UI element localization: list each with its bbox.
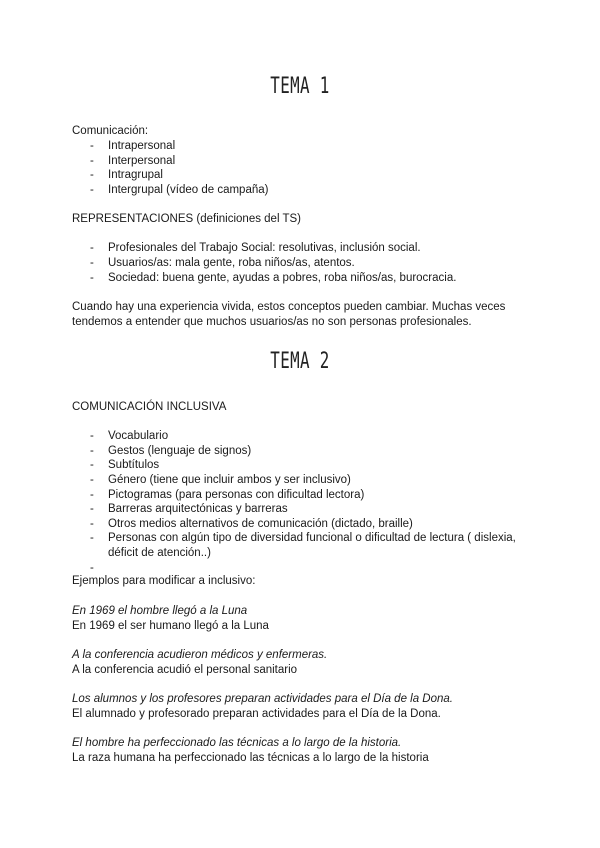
tema2-title: TEMA 2 — [270, 349, 330, 374]
bullet-dash: - — [90, 532, 94, 544]
list-item-text: Profesionales del Trabajo Social: resolutivas, inclusión social. — [108, 242, 421, 254]
bullet-dash: - — [90, 140, 94, 152]
list-item-text: Gestos (lenguaje de signos) — [108, 445, 252, 457]
list-item-text: Pictogramas (para personas con dificultad lectora) — [108, 489, 365, 501]
list-item-text: Intrapersonal — [108, 140, 176, 152]
bullet-dash: - — [90, 518, 94, 530]
list-item-text: Intragrupal — [108, 169, 163, 181]
representaciones-heading: REPRESENTACIONES (definiciones del TS) — [72, 213, 302, 225]
list-item-text: Vocabulario — [108, 430, 169, 442]
bullet-dash: - — [90, 445, 94, 457]
bullet-dash: - — [90, 184, 94, 196]
bullet-dash: - — [90, 272, 94, 284]
bullet-dash: - — [90, 257, 94, 269]
bullet-dash: - — [90, 474, 94, 486]
list-item-text: Personas con algún tipo de diversidad funcional o dificultad de lectura ( dislexia, — [108, 532, 516, 544]
examples-heading: Ejemplos para modificar a inclusivo: — [72, 575, 256, 587]
bullet-dash: - — [90, 169, 94, 181]
example-inclusive: El alumnado y profesorado preparan actividades para el Día de la Dona. — [72, 708, 441, 720]
example-inclusive: En 1969 el ser humano llegó a la Luna — [72, 620, 269, 632]
paragraph-line: tendemos a entender que muchos usuarios/as no son personas profesionales. — [72, 316, 472, 328]
bullet-dash: - — [90, 242, 94, 254]
list-item-text: Interpersonal — [108, 155, 176, 167]
list-item-text: Otros medios alternativos de comunicación (dictado, braille) — [108, 518, 413, 530]
comunicacion-inclusiva-heading: COMUNICACIÓN INCLUSIVA — [72, 401, 227, 413]
bullet-dash: - — [90, 459, 94, 471]
list-item-text: déficit de atención..) — [108, 547, 211, 559]
bullet-dash: - — [90, 155, 94, 167]
example-inclusive: A la conferencia acudió el personal sanitario — [72, 664, 298, 676]
example-inclusive: La raza humana ha perfeccionado las técnicas a lo largo de la historia — [72, 752, 429, 764]
bullet-dash: - — [90, 489, 94, 501]
paragraph-line: Cuando hay una experiencia vivida, estos conceptos pueden cambiar. Muchas veces — [72, 301, 506, 313]
list-item-text: Subtítulos — [108, 459, 160, 471]
comunicacion-heading: Comunicación: — [72, 125, 149, 137]
list-item-text: Sociedad: buena gente, ayudas a pobres, roba niños/as, burocracia. — [108, 272, 457, 284]
example-original: En 1969 el hombre llegó a la Luna — [72, 605, 248, 617]
example-original: El hombre ha perfeccionado las técnicas a lo largo de la historia. — [72, 737, 402, 749]
list-item-text: Barreras arquitectónicas y barreras — [108, 503, 288, 515]
bullet-dash: - — [90, 430, 94, 442]
example-original: A la conferencia acudieron médicos y enfermeras. — [72, 649, 328, 661]
list-item-text: Usuarios/as: mala gente, roba niños/as, atentos. — [108, 257, 355, 269]
tema1-title: TEMA 1 — [270, 74, 330, 99]
bullet-dash: - — [90, 562, 94, 574]
bullet-dash: - — [90, 503, 94, 515]
example-original: Los alumnos y los profesores preparan actividades para el Día de la Dona. — [72, 693, 453, 705]
list-item-text: Género (tiene que incluir ambos y ser inclusivo) — [108, 474, 351, 486]
list-item-text: Intergrupal (vídeo de campaña) — [108, 184, 269, 196]
